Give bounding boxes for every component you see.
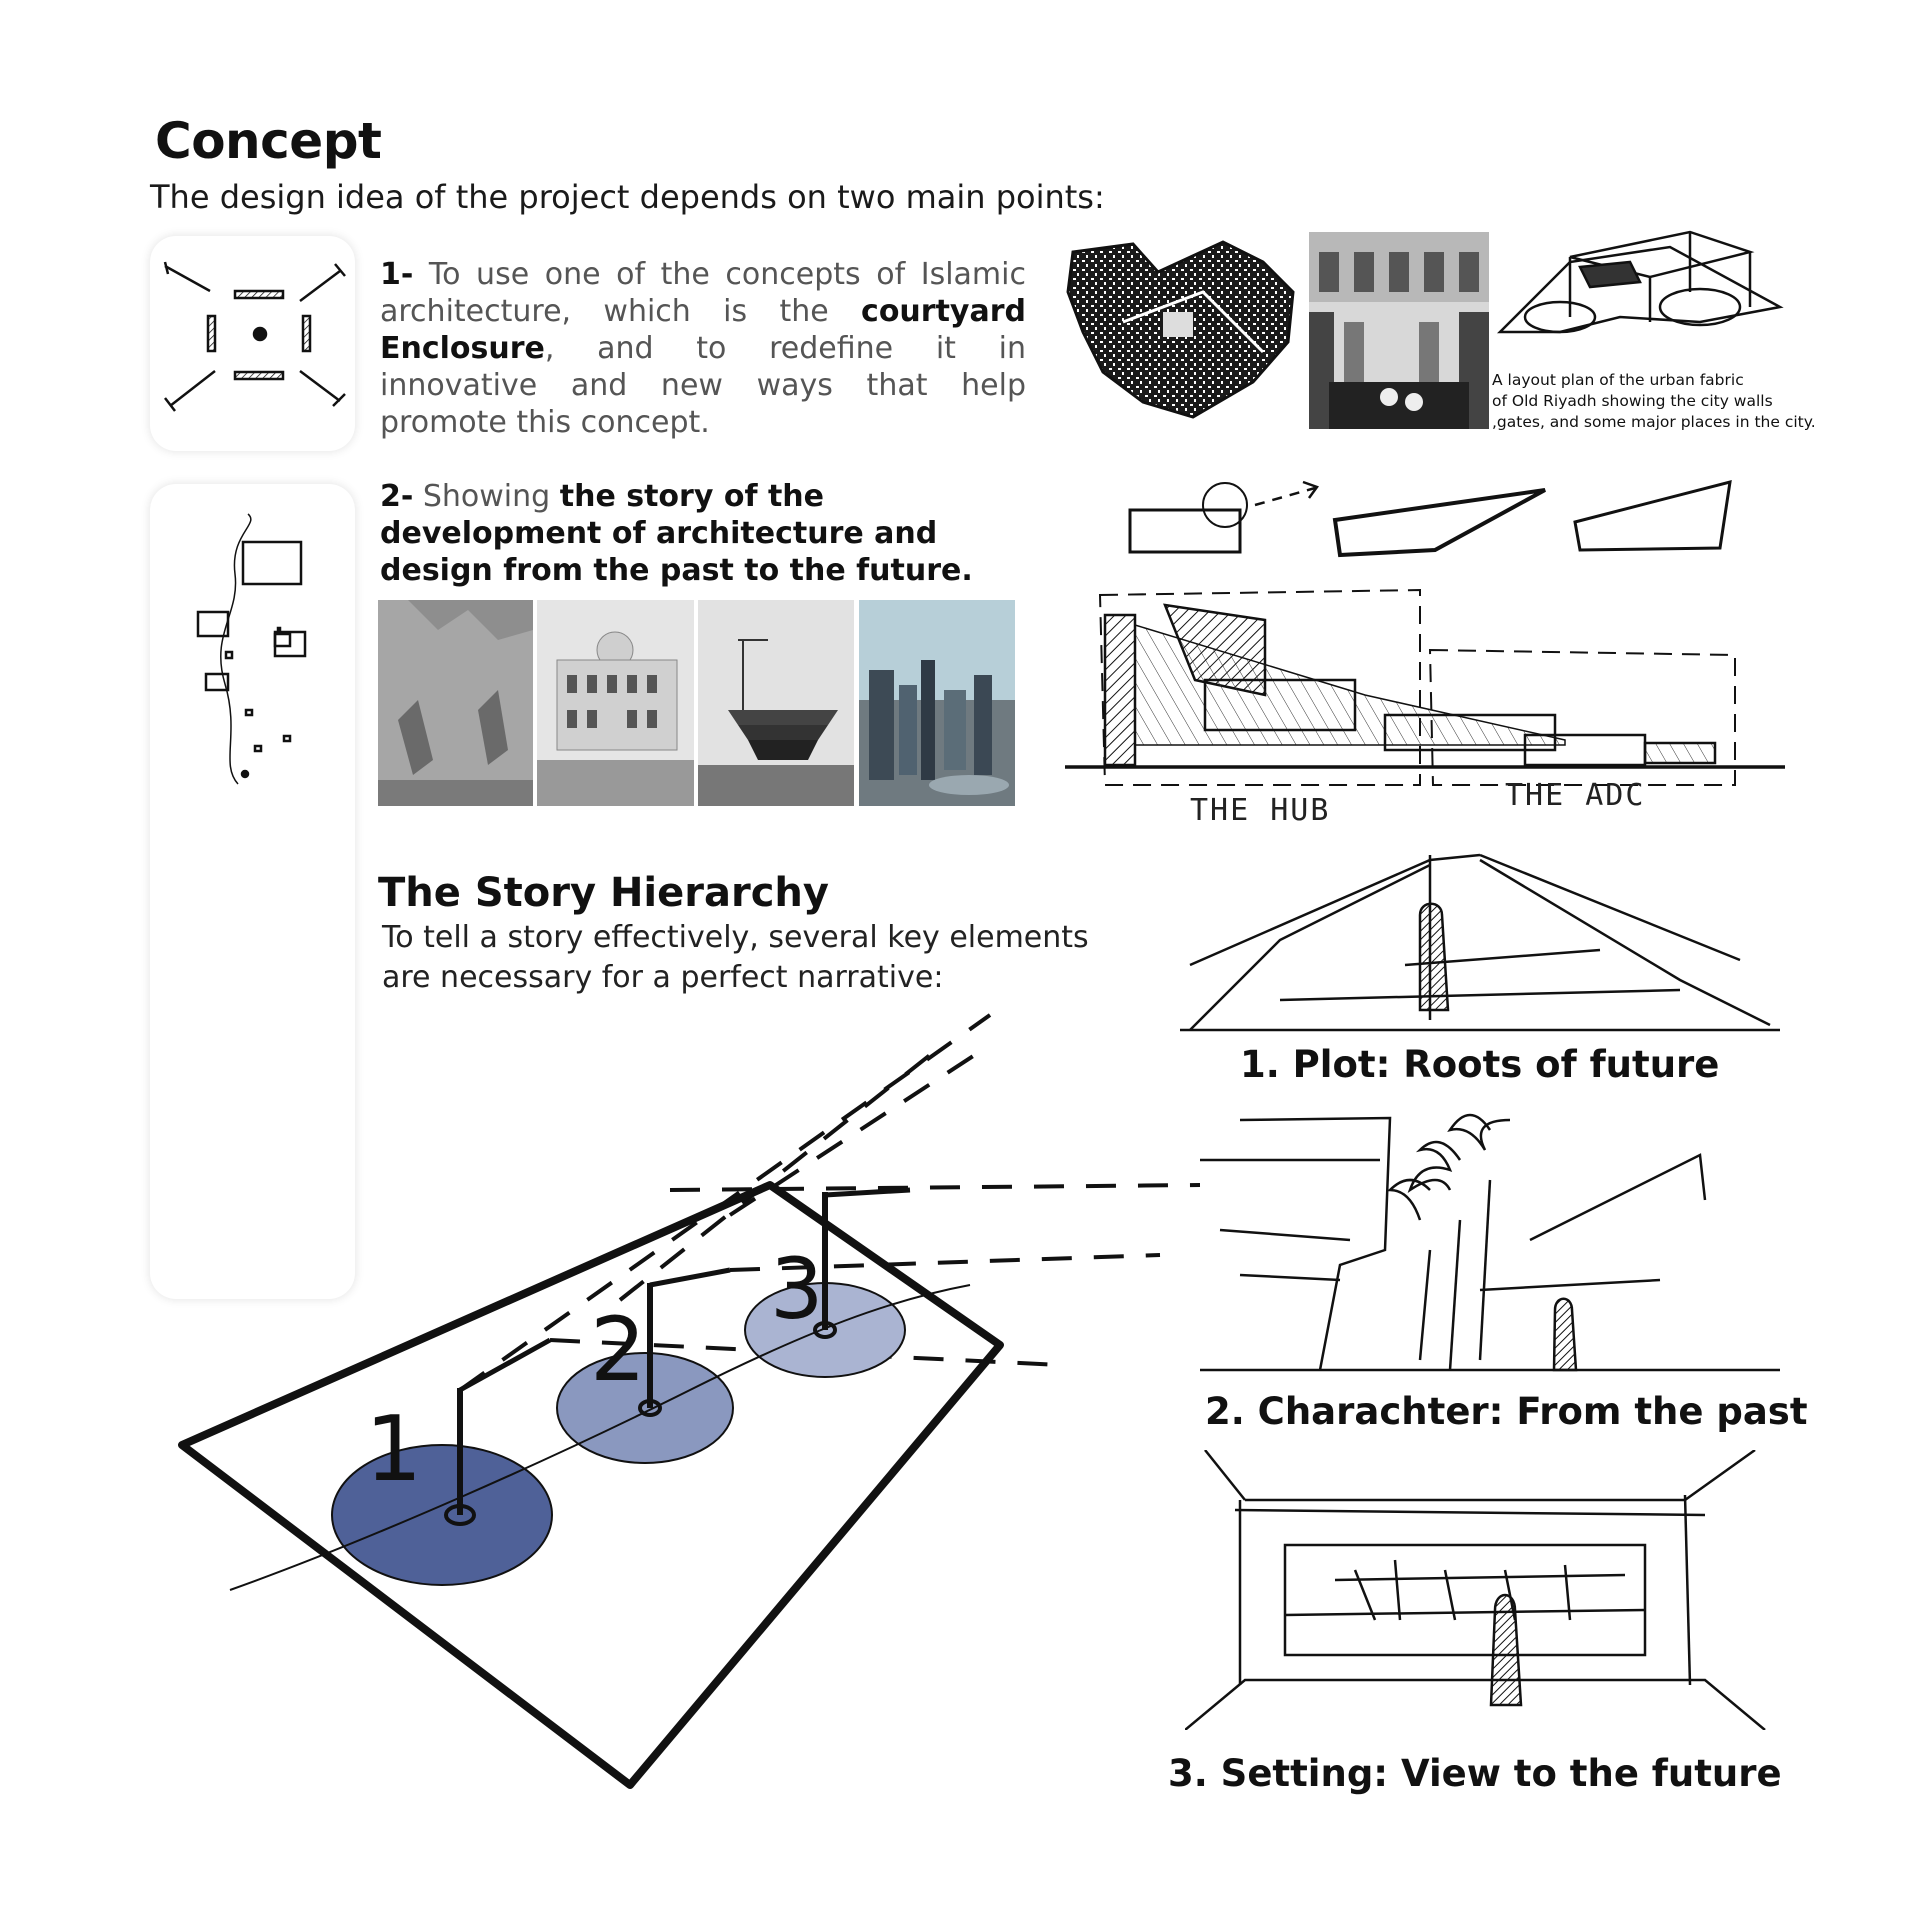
character-caption: 2. Charachter: From the past — [1205, 1390, 1808, 1433]
point-1-number: 1- — [380, 257, 414, 292]
page-subtitle: The design idea of the project depends on two main points: — [150, 178, 1105, 216]
map-caption-line-2: of Old Riyadh showing the city walls — [1492, 392, 1773, 410]
massing-sketches — [1115, 470, 1755, 565]
courtyard-enclosure-icon — [150, 236, 355, 451]
point-2-emphasis: the story of the development of architecture and design from the past to the future. — [380, 479, 973, 588]
story-hierarchy-diagram — [170, 1000, 1210, 1800]
story-text-line-2: are necessary for a perfect narrative: — [382, 960, 944, 995]
courtyard-photo — [1309, 232, 1489, 429]
courtyard-icon-card — [150, 236, 355, 451]
character-sketch — [1200, 1100, 1800, 1380]
plot-sketch — [1180, 840, 1780, 1040]
story-hierarchy-title: The Story Hierarchy — [378, 870, 829, 916]
story-number-1: 1 — [365, 1397, 423, 1502]
courtyard-sketch — [1490, 222, 1800, 342]
hub-label: THE HUB — [1190, 793, 1331, 828]
point-1-emphasis: courtyard Enclosure — [380, 294, 1026, 366]
point-1-text-b: , and to redefine it in innovative and new ways that help promote this concept. — [380, 331, 1026, 440]
story-text-line-1: To tell a story effectively, several key elements — [382, 920, 1089, 955]
old-riyadh-map-image — [1063, 232, 1307, 422]
point-2-text — [380, 478, 1030, 589]
story-number-2: 2 — [590, 1298, 646, 1401]
point-2-number: 2- — [380, 479, 414, 514]
point-1-text-a: To use one of the concepts of Islamic architecture, which is the — [380, 257, 1026, 329]
modern-ministry-photo — [698, 600, 854, 806]
adc-label: THE ADC — [1505, 778, 1646, 813]
point-2-text-a: Showing — [413, 479, 560, 514]
story-hierarchy-text — [382, 918, 1089, 998]
story-number-3: 3 — [770, 1240, 824, 1338]
future-skyline-photo — [859, 600, 1015, 806]
map-caption-line-3: ,gates, and some major places in the city. — [1492, 413, 1816, 431]
point-1-text — [380, 256, 1026, 441]
hub-adc-section-sketch — [1065, 585, 1795, 795]
plot-caption: 1. Plot: Roots of future — [1240, 1043, 1720, 1086]
mosque-building-photo — [537, 600, 694, 806]
page-title: Concept — [155, 112, 382, 170]
map-caption-line-1: A layout plan of the urban fabric — [1492, 371, 1744, 389]
setting-sketch — [1185, 1450, 1785, 1730]
map-caption — [1492, 370, 1816, 433]
setting-caption: 3. Setting: View to the future — [1168, 1752, 1782, 1795]
mud-wall-photo — [378, 600, 533, 806]
